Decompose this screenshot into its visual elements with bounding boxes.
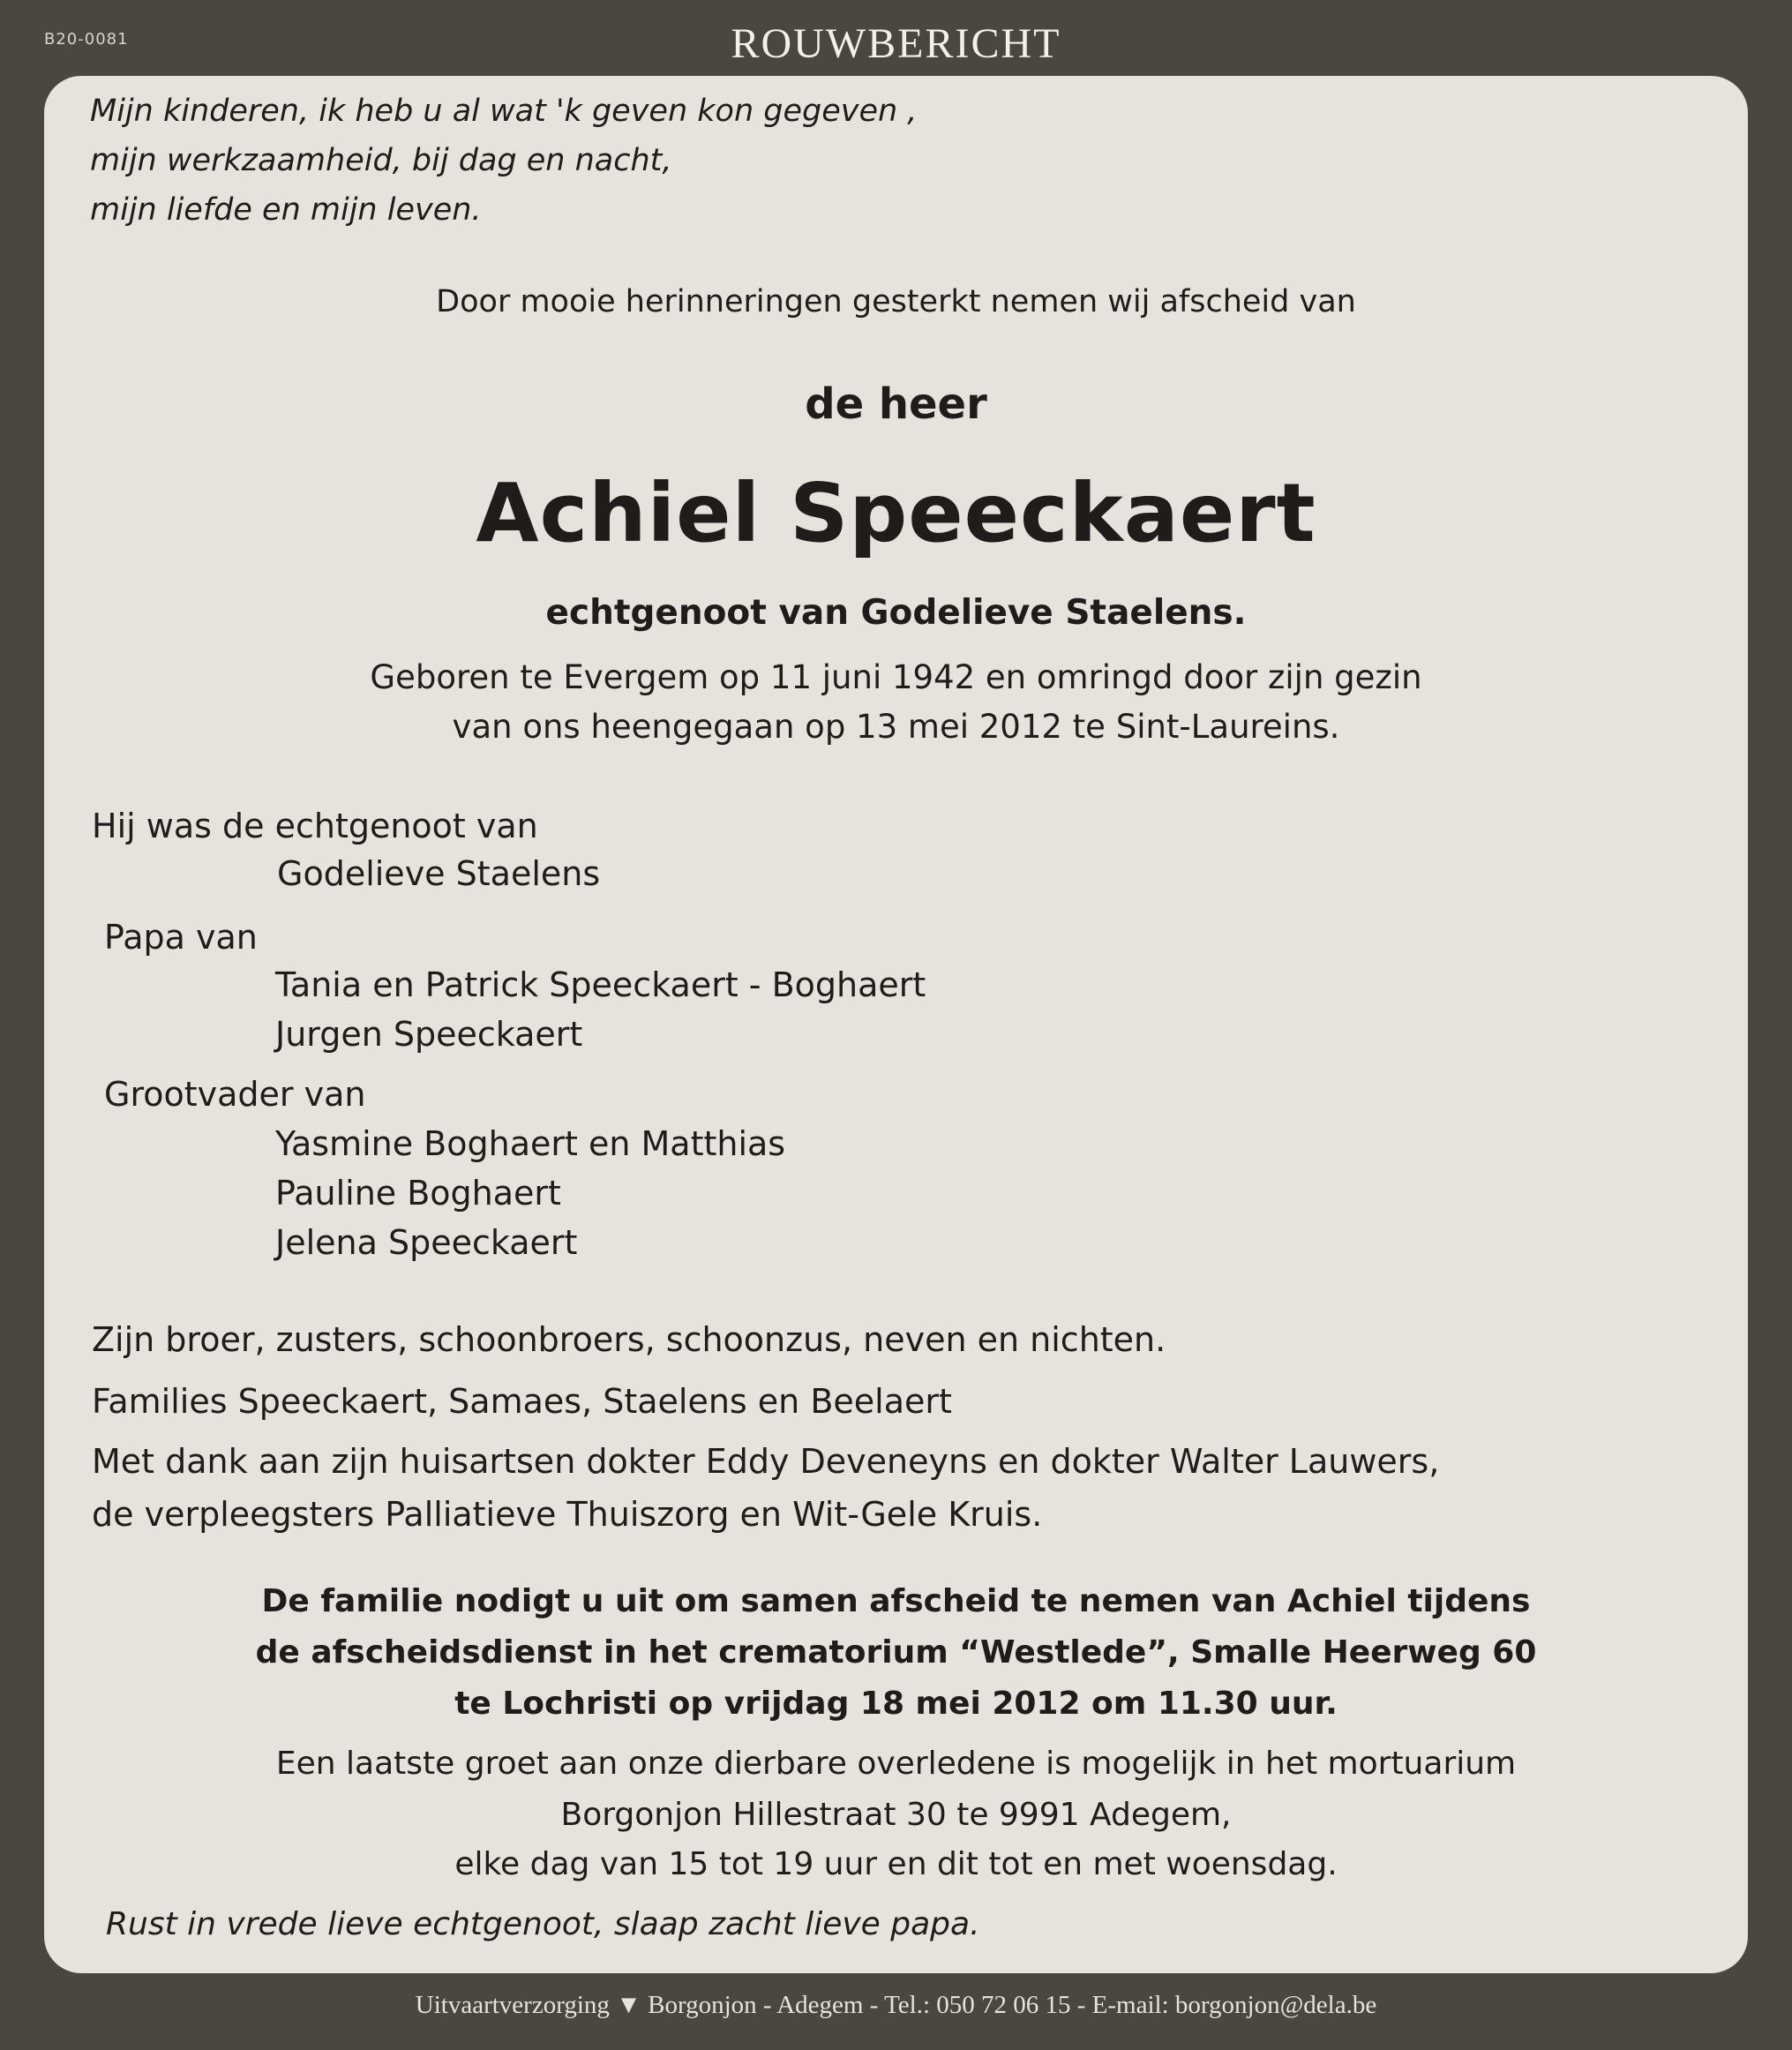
grandchild-2: Pauline Boghaert [275,1174,561,1213]
visitation-line-2: Borgonjon Hillestraat 30 te 9991 Adegem, [560,1797,1232,1833]
birth-line-1: Geboren te Evergem op 11 juni 1942 en omringd door zijn gezin [370,658,1422,696]
closing-line: Rust in vrede lieve echtgenoot, slaap zacht lieve papa. [106,1906,980,1942]
children-heading: Papa van [104,918,258,957]
families-line: Families Speeckaert, Samaes, Staelens en Beelaert [92,1382,952,1421]
spouse-line: echtgenoot van Godelieve Staelens. [545,593,1247,633]
footer-text: Uitvaartverzorging ▼ Borgonjon - Adegem - Tel.: 050 72 06 15 - E-mail: borgonjon@dela.be [415,1991,1377,2019]
spouse-name: Godelieve Staelens [277,854,601,893]
poem-line-2: mijn werkzaamheid, bij dag en nacht, [90,143,672,178]
service-line-3: te Lochristi op vrijdag 18 mei 2012 om 11.30 uur. [454,1686,1338,1722]
honorific: de heer [805,379,987,429]
service-line-2: de afscheidsdienst in het crematorium “Westlede”, Smalle Heerweg 60 [255,1634,1537,1671]
child-1: Tania en Patrick Speeckaert - Boghaert [275,965,926,1004]
reference-code: B20-0081 [44,30,129,49]
thanks-line-1: Met dank aan zijn huisartsen dokter Eddy Deveneyns en dokter Walter Lauwers, [92,1442,1440,1481]
siblings-line: Zijn broer, zusters, schoonbroers, schoonzus, neven en nichten. [92,1320,1166,1359]
birth-line-2: van ons heengegaan op 13 mei 2012 te Sint-Laureins. [452,708,1340,746]
grandchild-3: Jelena Speeckaert [275,1223,578,1262]
visitation-line-1: Een laatste groet aan onze dierbare overledene is mogelijk in het mortuarium [275,1746,1517,1782]
service-line-1: De familie nodigt u uit om samen afscheid te nemen van Achiel tijdens [261,1583,1531,1619]
grandchildren-heading: Grootvader van [104,1075,366,1114]
spouse-heading: Hij was de echtgenoot van [92,807,538,845]
visitation-line-3: elke dag van 15 tot 19 uur en dit tot en met woensdag. [454,1846,1338,1882]
poem-line-3: mijn liefde en mijn leven. [90,192,482,228]
poem-line-1: Mijn kinderen, ik heb u al wat 'k geven kon gegeven , [90,94,918,129]
child-2: Jurgen Speeckaert [275,1015,583,1054]
thanks-line-2: de verpleegsters Palliatieve Thuiszorg en Wit-Gele Kruis. [92,1495,1043,1534]
deceased-name: Achiel Speeckaert [476,466,1316,560]
intro-text: Door mooie herinneringen gesterkt nemen wij afscheid van [436,284,1356,319]
header-title: ROUWBERICHT [731,20,1061,67]
grandchild-1: Yasmine Boghaert en Matthias [275,1124,786,1163]
